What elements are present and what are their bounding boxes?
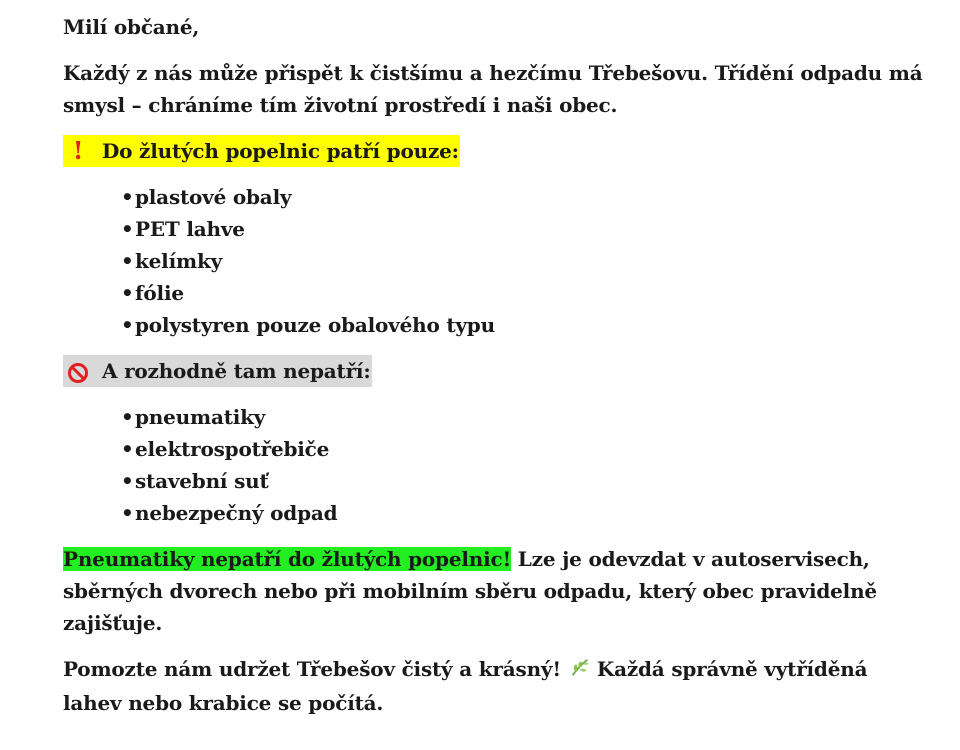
forbidden-heading-highlight — [63, 355, 372, 387]
tires-note-text: Lze je odevzdat v autoservisech, sběrných dvorech nebo při mobilním sběru odpadu, který obec pravidelně zajišťuje. — [63, 547, 877, 635]
forbidden-list — [63, 401, 923, 529]
closing-part2: Každá správně vytříděná lahev nebo krabice se počítá. — [63, 657, 868, 715]
allowed-list — [63, 181, 923, 341]
forbidden-heading-text: A rozhodně tam nepatří: — [102, 359, 371, 383]
list-item: • PET lahve — [121, 213, 923, 245]
exclamation-icon: ! — [72, 136, 84, 165]
list-item: • elektrospotřebiče — [121, 433, 923, 465]
list-item: • stavební suť — [121, 465, 923, 497]
intro-paragraph: Každý z nás může přispět k čistšímu a hezčímu Třebešovu. Třídění odpadu má smysl – chráníme tím životní prostředí i naši obec. — [63, 61, 923, 117]
allowed-heading-highlight — [63, 135, 460, 167]
list-item: • pneumatiky — [121, 401, 923, 433]
prohibited-icon — [64, 355, 92, 387]
allowed-heading-text: Do žlutých popelnic patří pouze: — [102, 139, 459, 163]
closing-part1: Pomozte nám udržet Třebešov čistý a krásný! — [63, 657, 561, 681]
tires-note-highlight: Pneumatiky nepatří do žlutých popelnic! — [63, 547, 512, 571]
list-item: • plastové obaly — [121, 181, 923, 213]
greeting: Milí občané, — [63, 15, 200, 39]
leaf-icon — [569, 655, 591, 687]
closing-paragraph — [63, 653, 923, 719]
list-item: • kelímky — [121, 245, 923, 277]
list-item: • nebezpečný odpad — [121, 497, 923, 529]
tires-note — [63, 543, 923, 639]
forbidden-heading — [63, 355, 923, 387]
list-item: • polystyren pouze obalového typu — [121, 309, 923, 341]
list-item: • fólie — [121, 277, 923, 309]
document — [63, 11, 923, 719]
allowed-heading — [63, 135, 923, 167]
